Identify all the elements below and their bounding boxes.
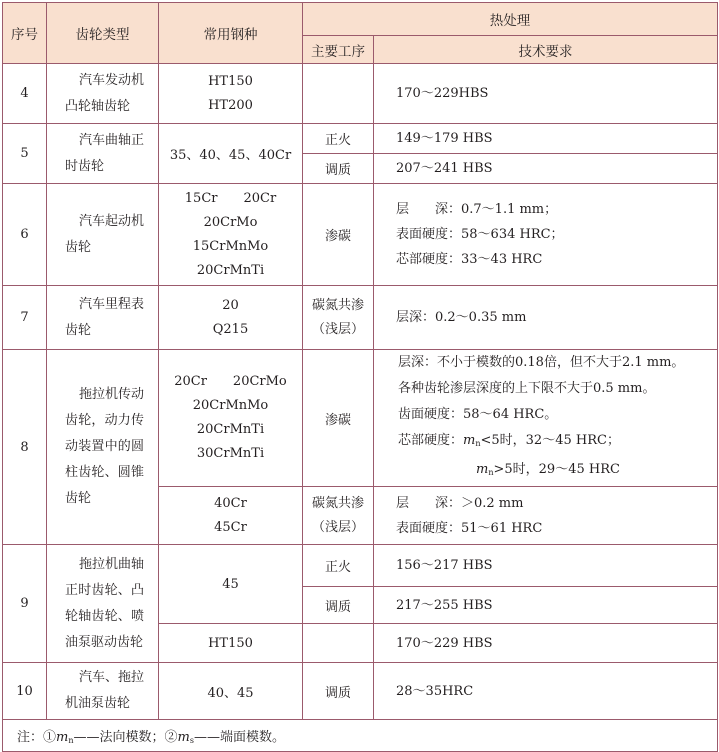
process-cell <box>303 286 374 350</box>
req-line: 齿面硬度：58～64 HRC。 <box>398 407 558 422</box>
steel-grade: 45Cr <box>214 519 247 535</box>
gear-type-cell: 汽车曲轴正时齿轮 <box>47 124 159 184</box>
gear-type-cell: 汽车发动机凸轮轴齿轮 <box>47 64 159 124</box>
process-cell: 调质 <box>303 663 374 720</box>
table-row <box>3 124 718 154</box>
process-line: 碳氮共渗 <box>311 297 364 313</box>
req-cell <box>374 545 718 587</box>
table-row <box>3 184 718 286</box>
table-note-row <box>3 720 718 752</box>
steel-cell <box>159 286 303 350</box>
req-line: 表面硬度：58～634 HRC； <box>396 227 564 242</box>
steel-grade: 20Cr 20CrMo <box>174 374 287 389</box>
table-row <box>3 663 718 720</box>
seq-cell: 6 <box>3 184 47 286</box>
req-cell <box>374 124 718 154</box>
process-cell <box>303 624 374 663</box>
req-cell <box>374 286 718 350</box>
steel-cell <box>159 487 303 545</box>
process-cell <box>303 487 374 545</box>
steel-cell: 40、45 <box>159 663 303 720</box>
process-cell: 调质 <box>303 587 374 624</box>
req-line: 层 深：＞0.2 mm <box>396 495 524 511</box>
steel-grade: 20CrMo <box>203 214 258 230</box>
header-steel: 常用钢种 <box>159 3 303 64</box>
steel-grade: 15Cr 20Cr <box>184 190 277 206</box>
req-line: 28～35HRC <box>396 683 474 699</box>
steel-cell: 35、40、45、40Cr <box>159 124 303 184</box>
req-cell <box>374 487 718 545</box>
process-cell: 渗碳 <box>303 184 374 286</box>
steel-cell: HT150 <box>159 624 303 663</box>
req-line: 表面硬度：51～61 HRC <box>396 520 543 536</box>
req-cell <box>374 663 718 720</box>
seq-cell: 10 <box>3 663 47 720</box>
req-line: 170～229HBS <box>396 86 489 101</box>
process-cell <box>303 64 374 124</box>
req-line: 156～217 HBS <box>396 558 493 573</box>
process-line: （浅层） <box>311 519 364 535</box>
steel-grade: HT150 <box>208 73 253 89</box>
req-cell <box>374 184 718 286</box>
header-main-process: 主要工序 <box>303 36 374 64</box>
process-cell: 正火 <box>303 545 374 587</box>
process-cell: 正火 <box>303 124 374 154</box>
steel-grade: 20CrMnTi <box>196 422 265 437</box>
table-row <box>3 64 718 124</box>
req-cell <box>374 624 718 663</box>
req-line: 芯部硬度：33～43 HRC <box>396 252 543 267</box>
seq-cell: 7 <box>3 286 47 350</box>
req-line: 芯部硬度：$m_n<5$时，32～45 HRC； <box>398 433 620 448</box>
req-line: 149～179 HBS <box>396 131 493 146</box>
steel-grade: 40Cr <box>214 495 247 511</box>
gear-type-cell: 汽车里程表齿轮 <box>47 286 159 350</box>
req-line: 层 深：0.7～1.1 mm； <box>396 202 558 217</box>
header-tech-req: 技术要求 <box>374 36 718 64</box>
header-gear-type: 齿轮类型 <box>47 3 159 64</box>
req-line: 各种齿轮渗层深度的上下限不大于0.5 mm。 <box>398 381 656 396</box>
steel-cell <box>159 184 303 286</box>
gear-type-cell: 汽车起动机齿轮 <box>47 184 159 286</box>
steel-grade: 20 <box>222 297 239 313</box>
steel-grade: Q215 <box>212 321 249 337</box>
seq-cell: 4 <box>3 64 47 124</box>
req-cell <box>374 587 718 624</box>
steel-cell <box>159 350 303 487</box>
steel-grade: 30CrMnTi <box>196 446 265 461</box>
seq-cell: 8 <box>3 350 47 545</box>
req-line: 层深：不小于模数的0.18倍，但不大于2.1 mm。 <box>398 355 685 370</box>
process-cell: 调质 <box>303 154 374 184</box>
seq-cell: 5 <box>3 124 47 184</box>
steel-grade: 20CrMnMo <box>192 398 269 413</box>
seq-cell: 9 <box>3 545 47 663</box>
gear-type-cell: 拖拉机传动齿轮，动力传动装置中的圆柱齿轮、圆锥齿轮 <box>47 350 159 545</box>
process-line: （浅层） <box>311 321 364 337</box>
table-row <box>3 545 718 587</box>
req-line: 207～241 HBS <box>396 161 493 176</box>
table-row <box>3 350 718 487</box>
req-cell <box>374 64 718 124</box>
steel-grade: HT200 <box>208 97 253 113</box>
header-heat-treatment: 热处理 <box>303 3 718 36</box>
header-seq: 序号 <box>3 3 47 64</box>
req-line: 170～229 HBS <box>396 635 493 651</box>
table-row <box>3 286 718 350</box>
steel-cell: 45 <box>159 545 303 624</box>
req-line: $m_n>5$时，29～45 HRC <box>476 462 620 477</box>
process-cell: 渗碳 <box>303 350 374 487</box>
gear-type-cell: 汽车、拖拉机油泵齿轮 <box>47 663 159 720</box>
table-note: 注：$①m_n——$法向模数；$②m_s——$端面模数。 <box>3 720 718 752</box>
gear-type-cell: 拖拉机曲轴正时齿轮、凸轮轴齿轮、喷油泵驱动齿轮 <box>47 545 159 663</box>
req-line: 217～255 HBS <box>396 597 493 613</box>
req-cell <box>374 154 718 184</box>
req-line: 层深：0.2～0.35 mm <box>396 310 527 325</box>
steel-grade: 15CrMnMo <box>192 238 269 254</box>
steel-cell <box>159 64 303 124</box>
steel-grade: 20CrMnTi <box>196 262 265 278</box>
req-cell <box>374 350 718 487</box>
process-line: 碳氮共渗 <box>311 495 364 511</box>
gear-heat-treatment-table <box>2 2 718 752</box>
